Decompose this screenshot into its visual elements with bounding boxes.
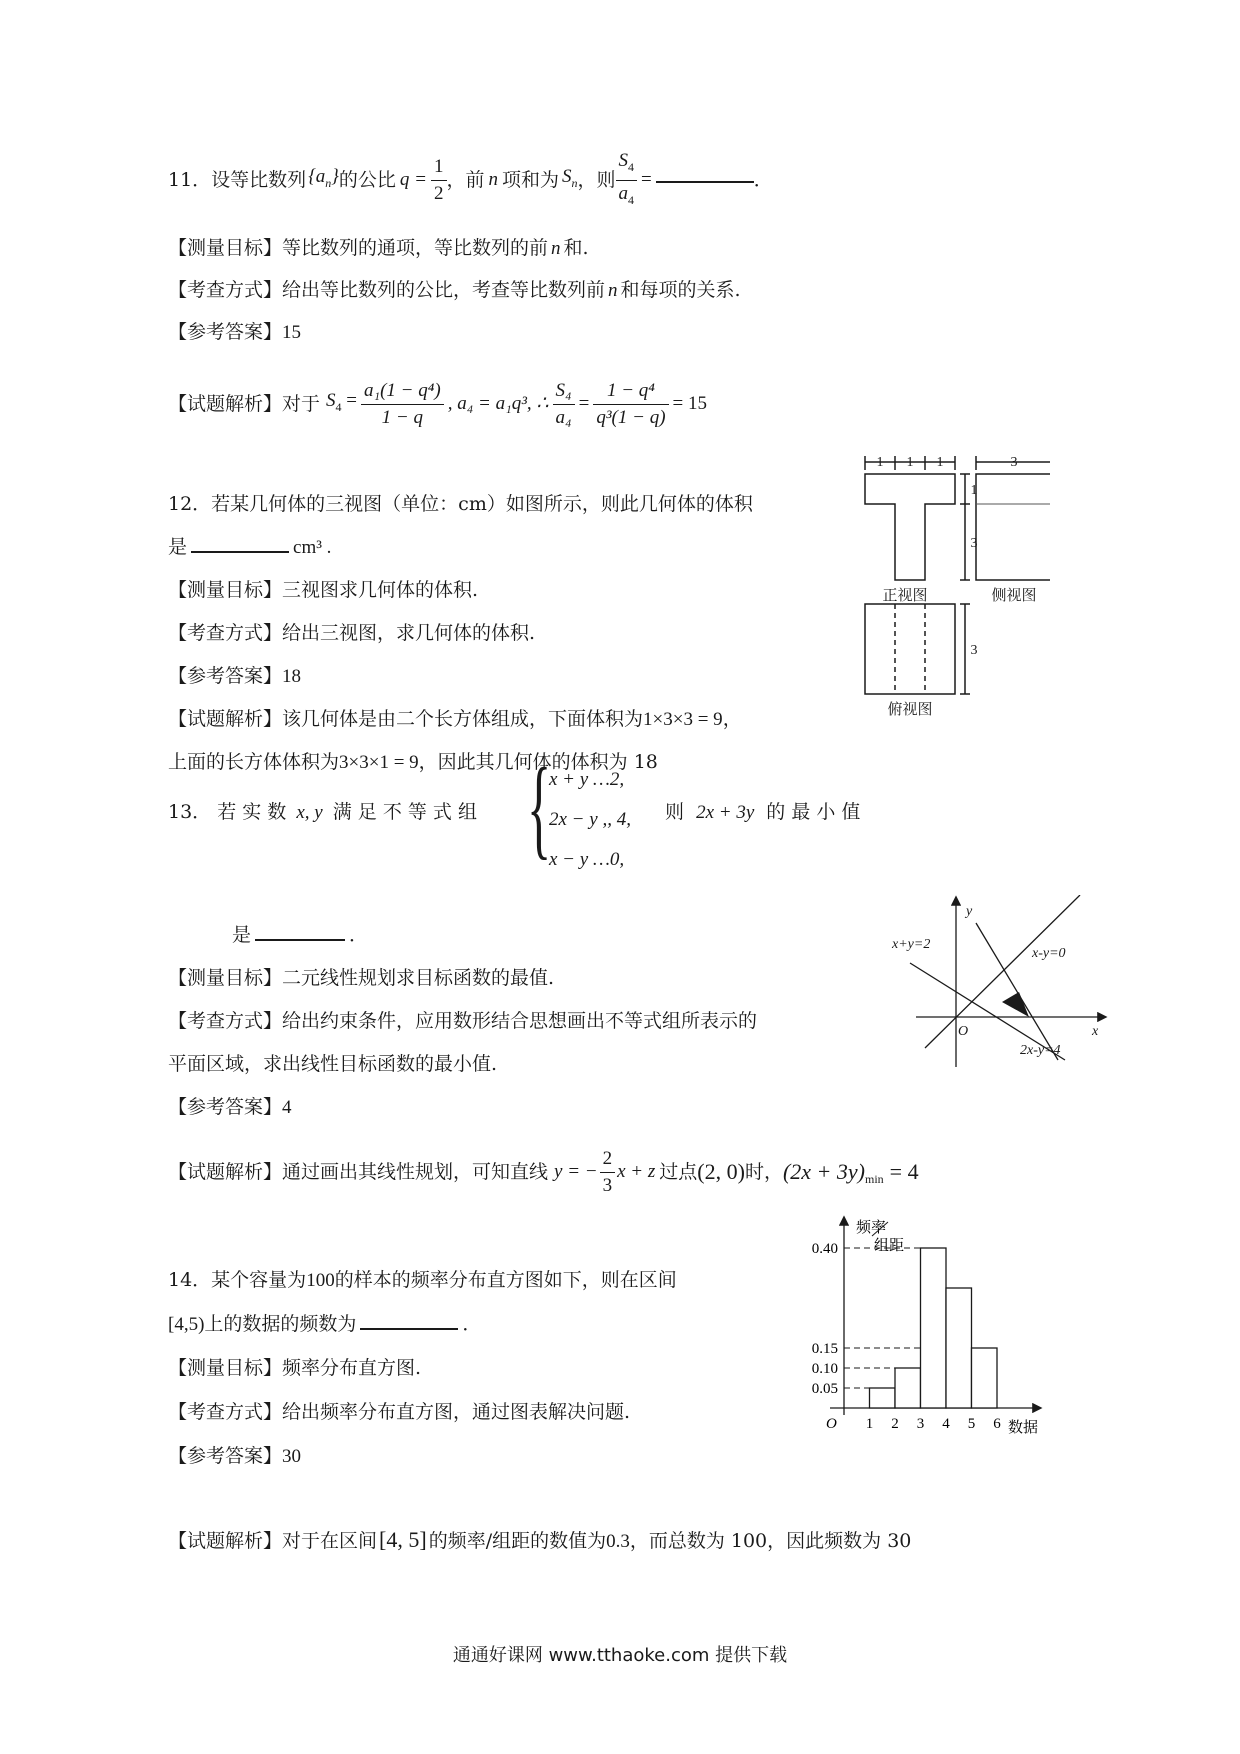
- q11-seq: {a: [308, 166, 326, 188]
- dim-1-vert: 1: [970, 483, 978, 498]
- q11-seq-close: }: [331, 166, 339, 188]
- q11-analysis-tag: 【试题解析】: [168, 393, 283, 415]
- side-view-label: 侧视图: [991, 588, 1037, 604]
- q13-ineq-3: x − y …0,: [549, 849, 625, 870]
- q13-region-figure: [880, 895, 1110, 1070]
- q12-three-view-figure: [860, 452, 1050, 727]
- hist-y-tick-label: 0.10: [811, 1361, 838, 1377]
- q11-q-expr: q =: [399, 169, 427, 190]
- dim-3-vert: 3: [970, 536, 978, 551]
- hist-x-tick-label: 3: [916, 1416, 925, 1432]
- q11-stem-c: ，前: [446, 169, 485, 191]
- q11-ratio-num: S: [618, 149, 629, 171]
- hist-bar: [946, 1288, 972, 1408]
- q11-answer: [168, 320, 301, 345]
- q13-answer: 【参考答案】4: [168, 1096, 292, 1118]
- front-view-label: 正视图: [882, 588, 928, 604]
- hist-x-tick-label: 5: [967, 1416, 976, 1432]
- q11-stem: [168, 148, 773, 212]
- q14-stem-2: [4,5)上的数据的频数为 ．: [168, 1313, 482, 1335]
- page-footer: 通通好课网 www.tthaoke.com 提供下载: [452, 1645, 788, 1666]
- q11-ratio-fraction: $\frac{S_4}{a_4}$: [616, 148, 638, 213]
- q11-stem-b: 的公比: [338, 169, 396, 191]
- side-view-outline: [976, 474, 1050, 580]
- dim-1b: 1: [906, 455, 914, 470]
- hist-ylabel-top: 频率: [856, 1218, 887, 1236]
- q11-q-num: 1: [431, 154, 447, 181]
- q14-analysis: 【试题解析】对于在区间[4, 5] 的频率/组距的数值为0.3，而总数为 100，因此频数为 30: [168, 1527, 912, 1552]
- q11-ratio3-fraction: $\frac{\text{1 − q⁴}}{\text{q³(1 − q)}}$: [593, 378, 668, 431]
- hist-x-tick-label: 6: [993, 1416, 1001, 1432]
- q11-sn: S: [562, 166, 572, 188]
- q14-histogram: [790, 1210, 1050, 1445]
- q14-answer: 【参考答案】30: [168, 1445, 302, 1467]
- axis-y-label: y: [966, 904, 973, 919]
- q12-analysis-2: 上面的长方体体积为3×3×1 = 9，因此其几何体的体积为 18: [168, 751, 658, 773]
- q13-system-brace: {: [527, 746, 552, 870]
- line-2x-minus-y-4: [976, 923, 1058, 1060]
- q11-stem-a: 11．设等比数列: [168, 169, 307, 191]
- origin-label: O: [958, 1024, 969, 1039]
- q12-stem-2: 是 cm³ .: [168, 536, 332, 558]
- q13-method-2: 平面区域，求出线性目标函数的最小值.: [168, 1053, 498, 1075]
- q12-goal: 【测量目标】三视图求几何体的体积.: [168, 579, 479, 601]
- line-x-minus-y-0: [925, 895, 1080, 1048]
- label-x-plus-y-2: x+y=2: [892, 937, 931, 952]
- q13-stem-tail: 则 2x + 3y 的 最 小 值: [665, 801, 861, 823]
- front-view-outline: [865, 474, 955, 580]
- label-x-minus-y-0: x-y=0: [1032, 946, 1066, 961]
- q11-answer-blank[interactable]: [656, 177, 754, 183]
- q14-answer-blank[interactable]: [360, 1324, 458, 1330]
- q11-method-tag: 【考查方式】: [168, 279, 283, 301]
- q11-stem-e: ，则: [577, 169, 616, 191]
- hist-bar: [895, 1368, 921, 1408]
- q11-eq: =: [641, 169, 652, 190]
- q11-stem-f: ．: [753, 169, 773, 191]
- q11-method: 【考查方式】给出等比数列的公比，考查等比数列前 n 和每项的关系.: [168, 279, 741, 301]
- q11-ratio2-fraction: $\frac{\text{S₄}}{\text{a₄}}$: [553, 378, 575, 431]
- q11-s4-fraction: $\frac{\text{a₁(1 − q⁴)}}{1 - q}$: [361, 378, 444, 431]
- hist-y-tick-label: 0.40: [811, 1241, 838, 1257]
- q12-method: 【考查方式】给出三视图，求几何体的体积.: [168, 622, 536, 644]
- hist-origin: O: [826, 1416, 837, 1432]
- q11-q-fraction: [431, 154, 447, 207]
- q11-sn-sub: n: [571, 175, 578, 190]
- label-2x-minus-y-4: 2x-y=4: [1020, 1043, 1061, 1058]
- dim-1a: 1: [876, 455, 884, 470]
- q12-stem: 12．若某几何体的三视图（单位：cm）如图所示，则此几何体的体积: [168, 493, 753, 515]
- q12-analysis-1: 【试题解析】该几何体是由二个长方体组成，下面体积为1×3×3 = 9，: [168, 708, 742, 730]
- hist-y-tick-label: 0.15: [811, 1341, 838, 1357]
- hist-bar: [921, 1248, 947, 1408]
- hist-x-tick-label: 4: [942, 1416, 950, 1432]
- hist-xlabel: 数据: [1008, 1418, 1039, 1436]
- hist-x-tick-label: 1: [865, 1416, 874, 1432]
- q11-q-den: 2: [434, 182, 444, 204]
- q13-analysis: 【试题解析】 通过画出其线性规划，可知直线 y = − $\frac{2}{3}$ x + z 过点 (2, 0) 时， (2x + 3y) $_{min}$ = 4: [168, 1140, 919, 1204]
- q14-goal: 【测量目标】频率分布直方图.: [168, 1357, 422, 1379]
- q11-answer-value: 15: [282, 322, 302, 343]
- q11-answer-tag: 【参考答案】: [168, 321, 283, 343]
- q13-line-fraction: $\frac{2}{3}$: [600, 1146, 616, 1199]
- q13-system: [549, 760, 631, 880]
- q13-answer-blank[interactable]: [255, 935, 345, 941]
- q11-goal: 【测量目标】等比数列的通项，等比数列的前 n 和.: [168, 237, 589, 259]
- q11-analysis: 【试题解析】 对于 $S_4$ = $\frac{\text{a₁(1 − q⁴)}}{1 - q}$ , a₄ = a₁q³, ∴ $\frac{\text{S₄}}{\text{a₄}}$ = $\frac{\text{1 − q⁴}}{\text{q³(1 − q)}}$ = 15: [168, 372, 707, 436]
- q13-goal: 【测量目标】二元线性规划求目标函数的最值.: [168, 967, 555, 989]
- dim-3-side: 3: [1010, 455, 1018, 470]
- q13-ineq-2: 2x − y ,, 4,: [549, 809, 631, 830]
- hist-bar: [870, 1388, 896, 1408]
- q11-n: n: [488, 169, 499, 190]
- hist-bar: [972, 1348, 998, 1408]
- axis-x-label: x: [1092, 1024, 1099, 1039]
- q14-stem: 14．某个容量为100的样本的频率分布直方图如下，则在区间: [168, 1269, 677, 1291]
- top-view-label: 俯视图: [887, 702, 933, 718]
- q11-seq-sub: n: [325, 175, 332, 190]
- q11-ratio-den: a: [618, 182, 629, 204]
- top-view-outline: [865, 604, 955, 694]
- q13-stem-2: 是 ．: [232, 924, 369, 946]
- q13-method-1: 【考查方式】给出约束条件，应用数形结合思想画出不等式组所表示的: [168, 1010, 758, 1032]
- q13-ineq-1: x + y …2,: [549, 769, 625, 790]
- hist-y-tick-label: 0.05: [811, 1381, 838, 1397]
- q12-answer-blank[interactable]: [191, 547, 289, 553]
- hist-ylabel-bottom: 组距: [874, 1236, 905, 1254]
- hist-x-tick-label: 2: [891, 1416, 899, 1432]
- q14-method: 【考查方式】给出频率分布直方图，通过图表解决问题.: [168, 1401, 631, 1423]
- q11-stem-d: 项和为: [502, 169, 560, 191]
- q13-stem: 13． 若 实 数 x, y 满 足 不 等 式 组: [168, 801, 477, 823]
- dim-1c: 1: [936, 455, 944, 470]
- dim-3-top: 3: [970, 643, 978, 658]
- q11-goal-tag: 【测量目标】: [168, 237, 283, 259]
- q12-answer: 【参考答案】18: [168, 665, 302, 687]
